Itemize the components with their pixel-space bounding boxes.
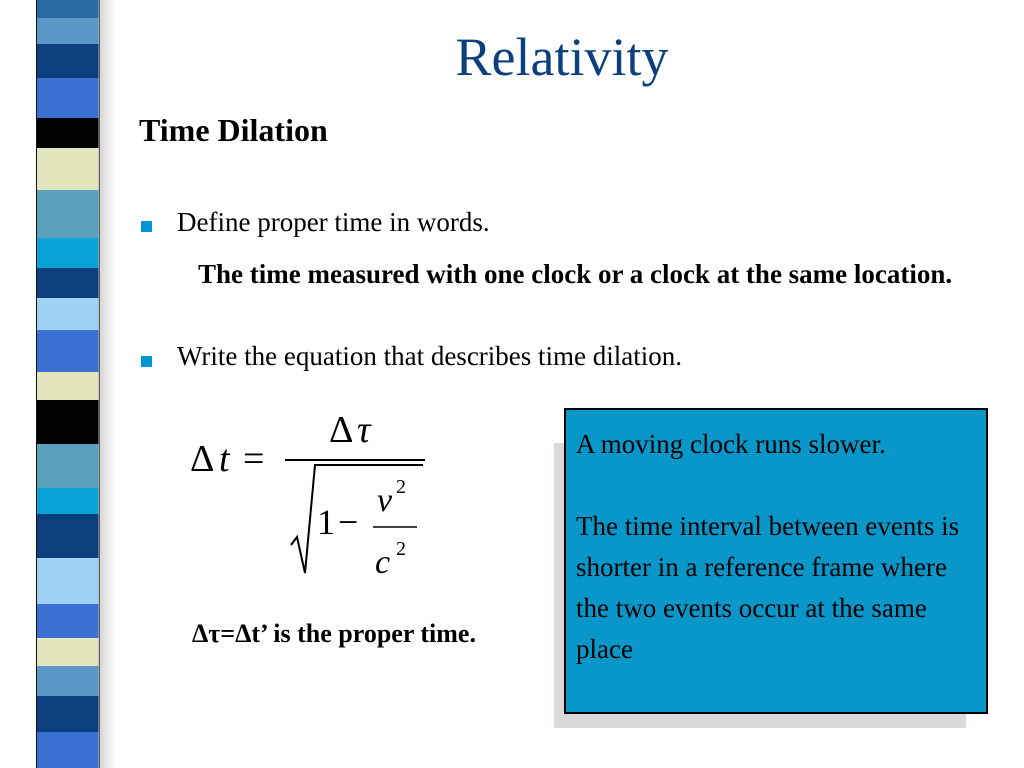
numerator-delta: Δ: [329, 409, 354, 451]
bullet-text-2: Write the equation that describes time dilation.: [177, 341, 683, 371]
minus-sign: −: [338, 502, 359, 542]
numerator-tau: τ: [357, 409, 371, 451]
info-line-2: The time interval between events is shorter in a reference frame where the two events occur at the same place: [576, 511, 960, 664]
time-dilation-equation: [185, 405, 445, 585]
stripe-shadow: [98, 0, 116, 768]
bullet-marker-1: [141, 221, 152, 232]
info-line-1: A moving clock runs slower.: [576, 429, 886, 459]
light-speed-c: c: [375, 544, 391, 581]
c-exponent: 2: [396, 538, 406, 560]
proper-time-note: Δτ=Δt’ is the proper time.: [192, 619, 476, 648]
velocity-v: v: [377, 482, 393, 519]
lhs-delta: Δ: [190, 438, 215, 480]
proper-time-answer: The time measured with one clock or a clock at the same location.: [198, 259, 953, 289]
bullet-text-1: Define proper time in words.: [177, 207, 490, 237]
term-one: 1: [317, 502, 335, 542]
equals-sign: =: [243, 438, 265, 480]
equation-graphic: [185, 405, 445, 585]
slide-title: Relativity: [455, 27, 669, 87]
decorative-stripe: [36, 0, 100, 768]
info-box: [564, 408, 988, 714]
lhs-t: t: [219, 438, 230, 480]
bullet-marker-2: [141, 356, 152, 367]
v-exponent: 2: [396, 476, 406, 498]
slide-subtitle: Time Dilation: [139, 112, 328, 148]
